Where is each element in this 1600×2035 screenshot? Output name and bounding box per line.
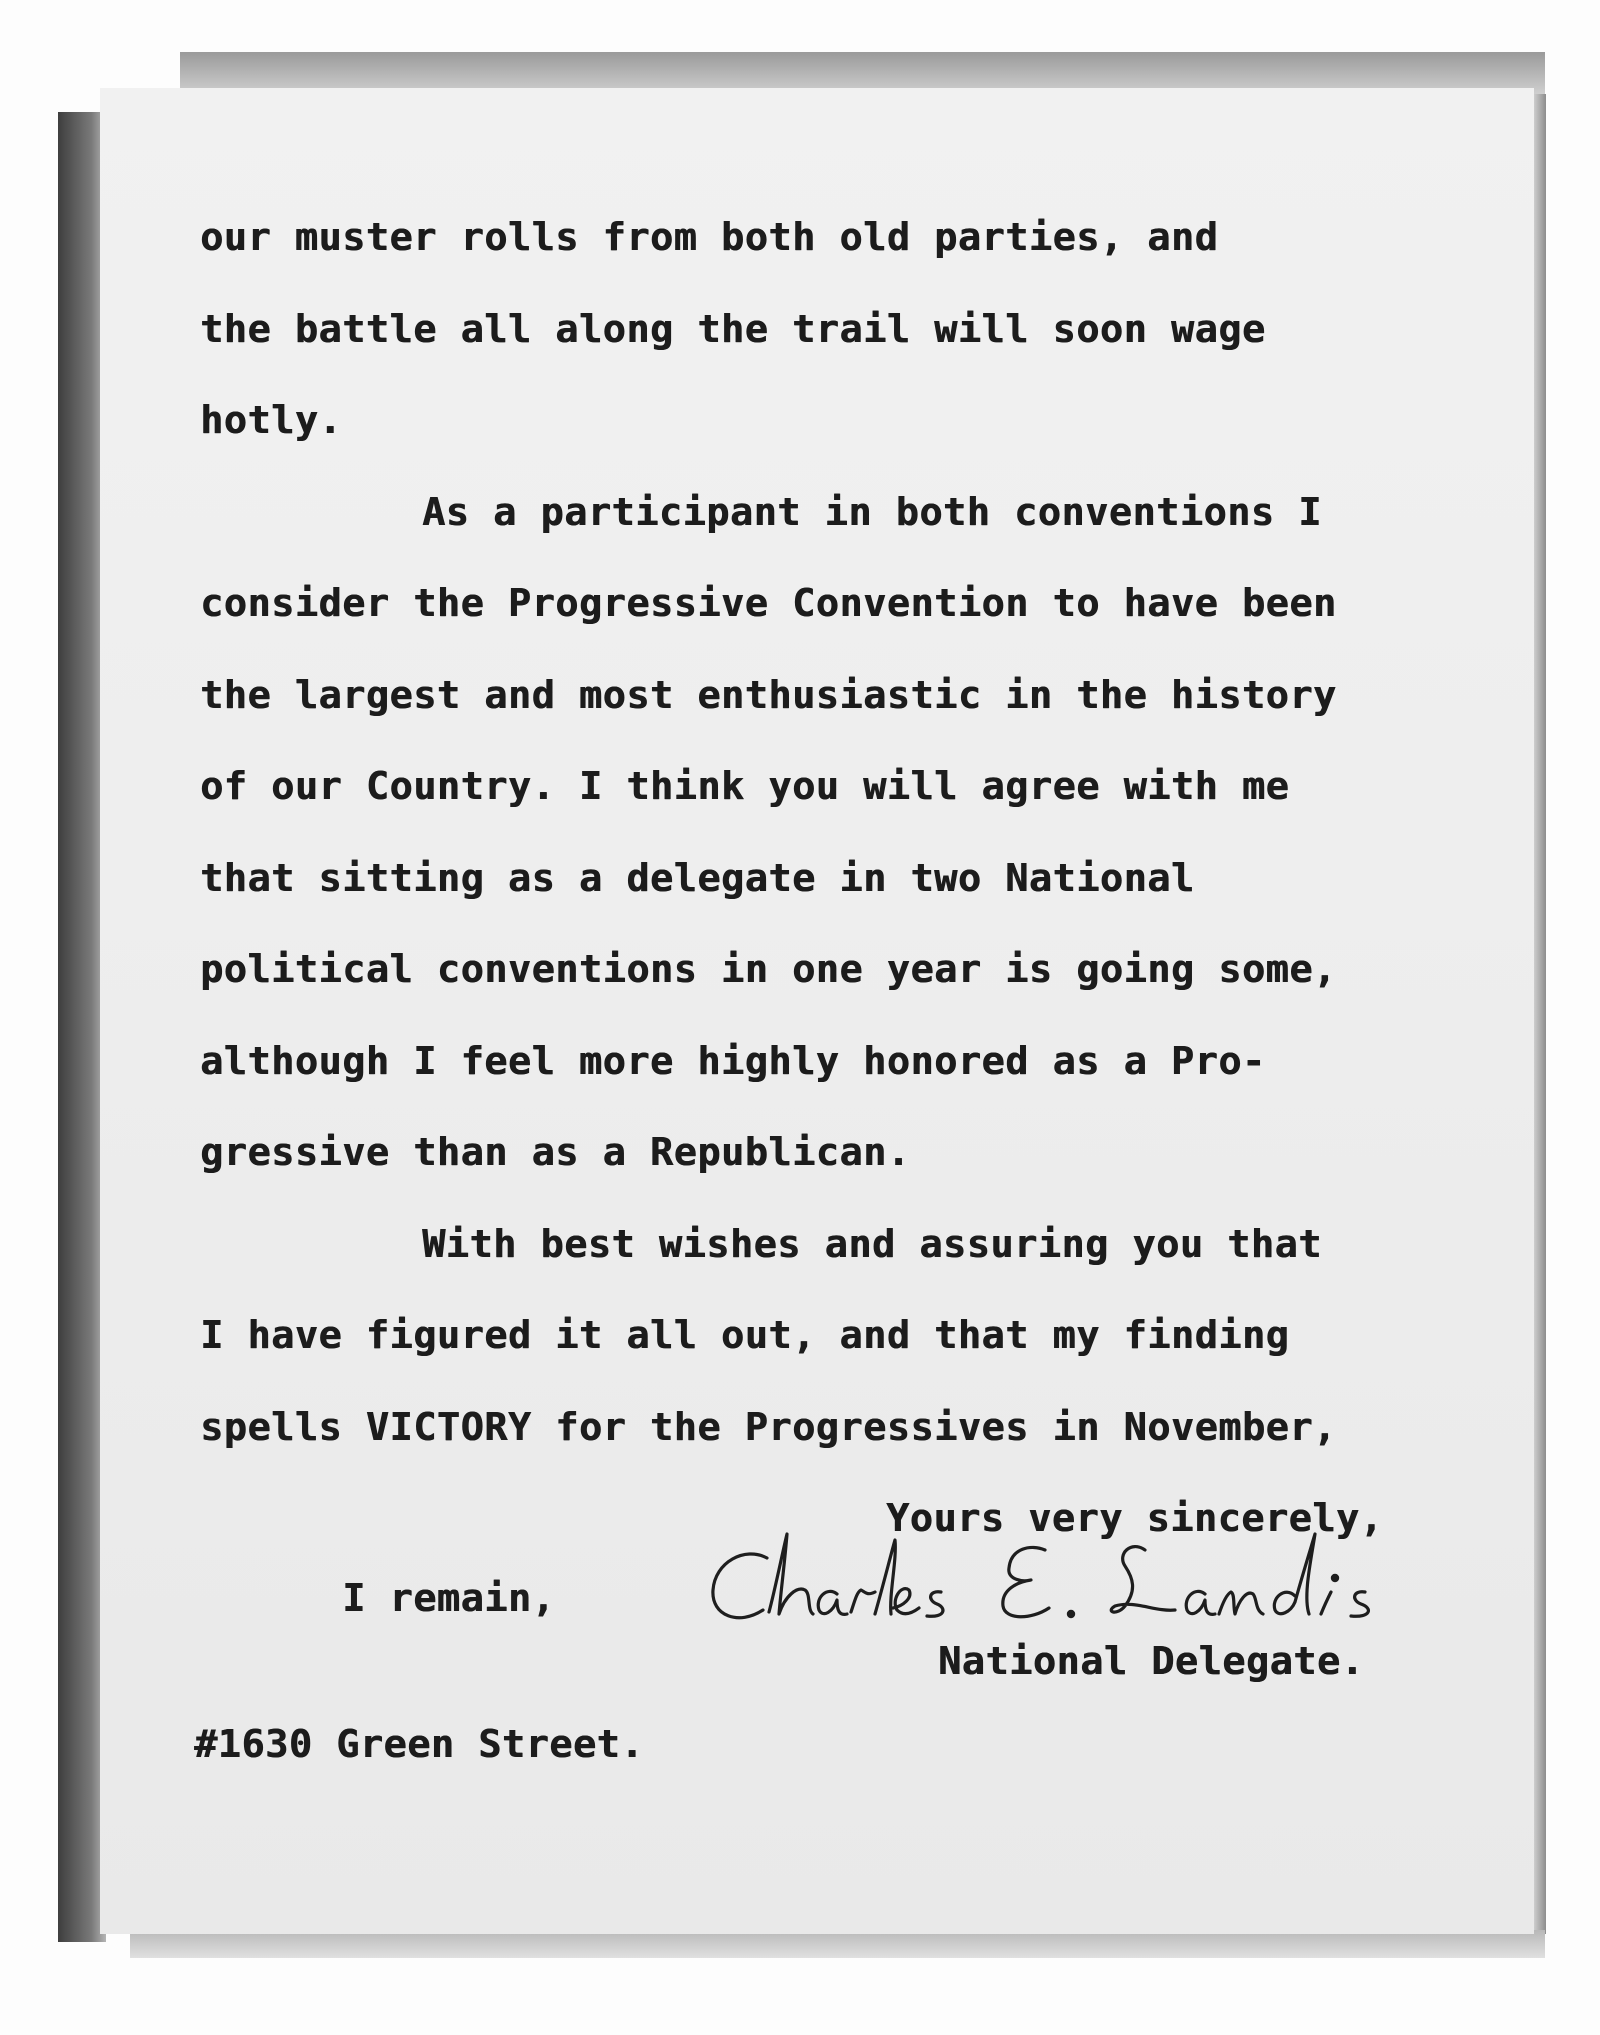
letter-line: I have figured it all out, and that my finding <box>200 1313 1290 1358</box>
scan-shadow-bottom <box>130 1930 1545 1958</box>
letter-line: With best wishes and assuring you that <box>422 1221 1322 1267</box>
letter-line: As a participant in both conventions I <box>422 489 1322 535</box>
letter-line: consider the Progressive Convention to have been <box>200 581 1337 626</box>
signature-text: Charles E. Landis <box>705 1520 713 1521</box>
letter-line: political conventions in one year is going some, <box>200 947 1337 992</box>
scan-shadow-left <box>58 112 106 1942</box>
closing-left: I remain, <box>342 1576 556 1621</box>
letter-body <box>200 198 1500 1621</box>
letter-line: the largest and most enthusiastic in the history <box>200 672 1337 718</box>
letter-line: spells VICTORY for the Progressives in November, <box>200 1404 1337 1450</box>
closing-right: Yours very sincerely, <box>886 1496 1384 1541</box>
letter-line: that sitting as a delegate in two National <box>200 855 1195 901</box>
letter-line: gressive than as a Republican. <box>200 1130 911 1175</box>
letter-line: hotly. <box>200 398 343 443</box>
letter-line: although I feel more highly honored as a Pro- <box>200 1038 1266 1084</box>
address-line: #1630 Green Street. <box>194 1722 644 1767</box>
letter-line: our muster rolls from both old parties, and <box>200 215 1219 260</box>
letter-line: of our Country. I think you will agree with me <box>200 764 1290 809</box>
signer-title: National Delegate. <box>938 1639 1365 1684</box>
scan-shadow-right <box>1532 94 1546 1934</box>
letter-line: the battle all along the trail will soon wage <box>200 306 1266 352</box>
